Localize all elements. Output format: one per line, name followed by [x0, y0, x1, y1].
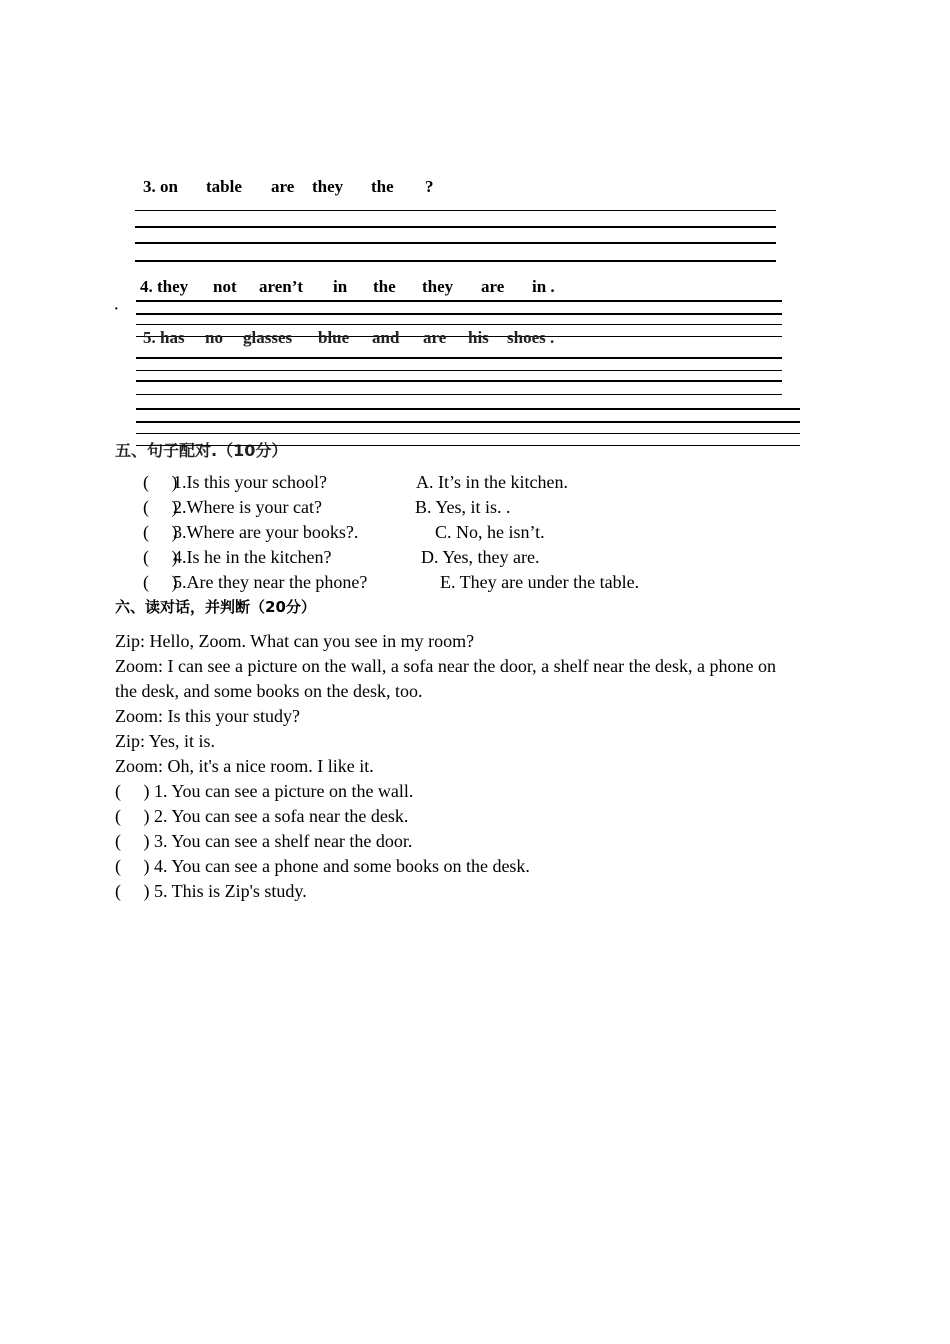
answer-line [136, 313, 782, 315]
match-answer: A. It’s in the kitchen. [416, 472, 568, 492]
sentence-5-partial [143, 328, 613, 347]
match-row [143, 495, 803, 520]
answer-line [136, 324, 782, 325]
answer-line [136, 300, 782, 302]
answer-blank: ( ) [143, 572, 178, 592]
answer-line [136, 408, 800, 410]
match-answer: D. Yes, they are. [421, 547, 540, 567]
word: no [205, 328, 223, 347]
answer-blank: ( ) [143, 547, 178, 567]
word: are [271, 177, 295, 196]
answer-line [135, 242, 776, 244]
word: in . [532, 277, 555, 296]
dialogue [115, 629, 835, 904]
sentence-4-words [140, 277, 570, 297]
stray-mark: · [114, 302, 119, 317]
match-answer: C. No, he isn’t. [435, 522, 545, 542]
word: his [468, 328, 489, 347]
word: blue [318, 328, 350, 347]
match-row [143, 570, 803, 595]
sentence-3-words [143, 177, 463, 197]
word: glasses [243, 328, 293, 347]
dialogue-line: Zoom: Oh, it's a nice room. I like it. [115, 756, 374, 776]
word: the [371, 177, 394, 196]
answer-line [136, 394, 782, 395]
answer-blank: ( ) [143, 472, 178, 492]
match-question: 1.Is this your school? [173, 472, 327, 492]
word: 5. has [143, 328, 185, 347]
answer-line [135, 226, 776, 228]
dialogue-line: Zoom: I can see a picture on the wall, a sofa near the door, a shelf near the desk, a phone on [115, 656, 777, 676]
dialogue-line: Zoom: Is this your study? [115, 706, 300, 726]
word: they [312, 177, 344, 196]
match-question: 5.Are they near the phone? [173, 572, 368, 592]
word: they [422, 277, 454, 296]
section-5-heading-text: 五、句子配对.（10分） [115, 441, 288, 460]
answer-line [135, 260, 776, 262]
word: not [213, 277, 237, 296]
match-row [143, 520, 803, 545]
answer-line [136, 357, 782, 359]
answer-line [136, 380, 782, 382]
answer-line [135, 210, 776, 211]
word: shoes . [507, 328, 555, 347]
match-question: 4.Is he in the kitchen? [173, 547, 332, 567]
match-answer: B. Yes, it is. . [415, 497, 511, 517]
word: are [481, 277, 505, 296]
word: the [373, 277, 396, 296]
dialogue-line: Zip: Yes, it is. [115, 731, 216, 751]
judgement-item: ( ) 5. This is Zip's study. [115, 881, 307, 901]
match-row [143, 470, 803, 495]
word: and [372, 328, 400, 347]
judgement-item: ( ) 2. You can see a sofa near the desk. [115, 806, 409, 826]
dialogue-line: Zip: Hello, Zoom. What can you see in my room? [115, 631, 475, 651]
word: aren’t [259, 277, 304, 296]
judgement-item: ( ) 3. You can see a shelf near the door. [115, 831, 413, 851]
match-question: 2.Where is your cat? [173, 497, 322, 517]
word: table [206, 177, 242, 196]
answer-line [136, 421, 800, 423]
answer-line [136, 433, 800, 434]
section-5-heading [115, 436, 288, 460]
word: 4. they [140, 277, 189, 296]
judgement-item: ( ) 4. You can see a phone and some books on the desk. [115, 856, 530, 876]
answer-line [136, 336, 782, 337]
word: are [423, 328, 447, 347]
word: in [333, 277, 348, 296]
answer-line [136, 370, 782, 371]
match-answer: E. They are under the table. [440, 572, 640, 592]
answer-line [136, 445, 800, 446]
word: 3. on [143, 177, 178, 196]
judgement-item: ( ) 1. You can see a picture on the wall. [115, 781, 414, 801]
answer-blank: ( ) [143, 497, 178, 517]
match-question: 3.Where are your books?. [173, 522, 359, 542]
dialogue-line: the desk, and some books on the desk, too. [115, 681, 423, 701]
match-row [143, 545, 803, 570]
section-6-heading: 六、读对话，并判断（20分） [115, 598, 316, 616]
word: ? [425, 177, 434, 196]
answer-blank: ( ) [143, 522, 178, 542]
